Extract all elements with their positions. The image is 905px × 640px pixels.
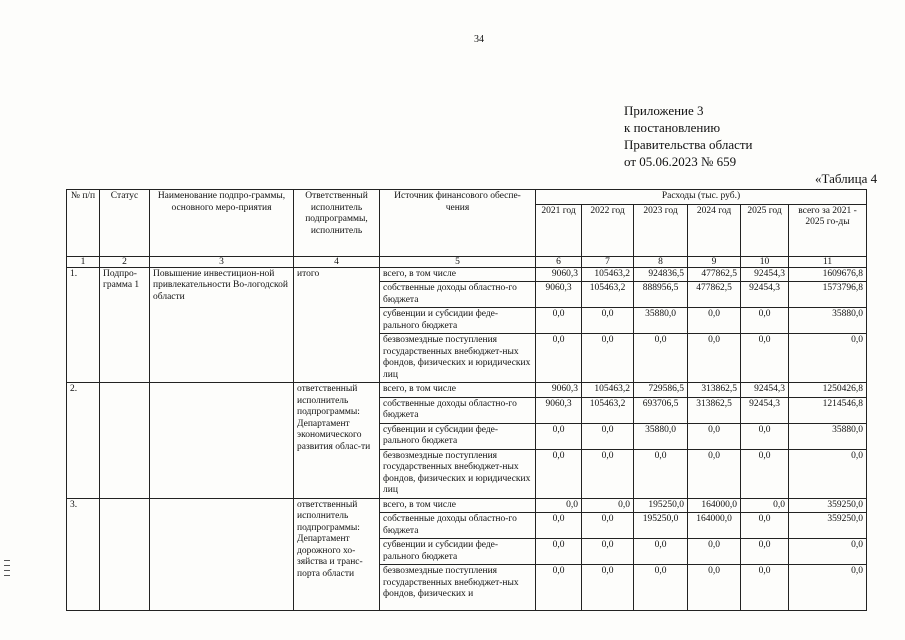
- header-expenses: Расходы (тыс. руб.): [536, 190, 867, 205]
- row-value: 0,0: [741, 498, 789, 513]
- annex-line: к постановлению: [624, 120, 721, 135]
- page-number: 34: [474, 34, 484, 45]
- row-source: собственные доходы областно-го бюджета: [380, 397, 536, 423]
- column-number: 2: [100, 256, 150, 267]
- row-value: 105463,2: [582, 383, 634, 398]
- row-value: 0,0: [582, 334, 634, 383]
- row-value: 0,0: [688, 565, 741, 611]
- row-value: 0,0: [789, 334, 867, 383]
- row-source: субвенции и субсидии феде-рального бюджета: [380, 308, 536, 334]
- row-number: 2.: [67, 383, 100, 499]
- row-value: 0,0: [634, 565, 688, 611]
- row-value: 0,0: [536, 513, 582, 539]
- row-value: 1250426,8: [789, 383, 867, 398]
- row-name: [150, 498, 294, 611]
- row-source: собственные доходы областно-го бюджета: [380, 282, 536, 308]
- column-number: 9: [688, 256, 741, 267]
- row-value: 0,0: [536, 565, 582, 611]
- table-row: [67, 267, 867, 282]
- row-value: 477862,5: [688, 267, 741, 282]
- column-number-row: [67, 256, 867, 267]
- table-caption: «Таблица 4: [815, 171, 878, 186]
- row-value: 0,0: [536, 539, 582, 565]
- row-value: 105463,2: [582, 267, 634, 282]
- row-value: 0,0: [634, 449, 688, 498]
- row-value: 0,0: [536, 449, 582, 498]
- table-row: [67, 498, 867, 513]
- row-name: [150, 383, 294, 499]
- column-number: 6: [536, 256, 582, 267]
- row-value: 0,0: [741, 539, 789, 565]
- row-value: 92454,3: [741, 282, 789, 308]
- header-source: Источник финансового обеспе-чения: [380, 190, 536, 257]
- row-value: 888956,5: [634, 282, 688, 308]
- header-status: Статус: [100, 190, 150, 257]
- column-number: 5: [380, 256, 536, 267]
- row-status: [100, 383, 150, 499]
- row-value: 195250,0: [634, 498, 688, 513]
- row-value: 0,0: [582, 513, 634, 539]
- row-name: Повышение инвестицион-ной привлекательности Во-логодской области: [150, 267, 294, 383]
- row-value: 0,0: [582, 565, 634, 611]
- row-value: 0,0: [582, 308, 634, 334]
- row-value: 35880,0: [634, 423, 688, 449]
- row-value: 359250,0: [789, 498, 867, 513]
- annex-line: Правительства области: [624, 137, 753, 152]
- financing-table: [66, 189, 867, 611]
- row-value: 0,0: [688, 449, 741, 498]
- row-value: 105463,2: [582, 397, 634, 423]
- row-value: 313862,5: [688, 397, 741, 423]
- header-year: 2024 год: [688, 204, 741, 256]
- row-value: 35880,0: [789, 308, 867, 334]
- row-value: 92454,3: [741, 383, 789, 398]
- row-value: 0,0: [741, 308, 789, 334]
- row-value: 35880,0: [634, 308, 688, 334]
- row-value: 1573796,8: [789, 282, 867, 308]
- column-number: 11: [789, 256, 867, 267]
- row-number: 3.: [67, 498, 100, 611]
- header-row: [67, 190, 867, 205]
- row-value: 0,0: [688, 334, 741, 383]
- row-status: [100, 498, 150, 611]
- row-responsible: ответственный исполнитель подпрограммы: Департамент экономического развития облас-ти: [294, 383, 380, 499]
- header-name: Наименование подпро-граммы, основного меро-приятия: [150, 190, 294, 257]
- row-value: 9060,3: [536, 282, 582, 308]
- row-value: 0,0: [789, 565, 867, 611]
- row-value: 0,0: [634, 539, 688, 565]
- row-value: 0,0: [582, 423, 634, 449]
- annex-line: от 05.06.2023 № 659: [624, 154, 737, 169]
- row-responsible: ответственный исполнитель подпрограммы: Департамент дорожного хо-зяйства и транс-порта области: [294, 498, 380, 611]
- row-status: Подпро-грамма 1: [100, 267, 150, 383]
- row-source: собственные доходы областно-го бюджета: [380, 513, 536, 539]
- row-value: 0,0: [741, 513, 789, 539]
- row-source: субвенции и субсидии феде-рального бюджета: [380, 539, 536, 565]
- row-source: всего, в том числе: [380, 383, 536, 398]
- row-value: 92454,3: [741, 397, 789, 423]
- row-value: 0,0: [634, 334, 688, 383]
- header-year: 2023 год: [634, 204, 688, 256]
- row-value: 0,0: [536, 498, 582, 513]
- header-year: 2021 год: [536, 204, 582, 256]
- annex-line: Приложение 3: [624, 103, 704, 118]
- row-value: 359250,0: [789, 513, 867, 539]
- row-value: 0,0: [741, 449, 789, 498]
- row-source: безвозмездные поступления государственных внебюджет-ных фондов, физических и юридических лиц: [380, 449, 536, 498]
- row-value: 0,0: [582, 498, 634, 513]
- row-value: 0,0: [688, 308, 741, 334]
- row-value: 0,0: [582, 539, 634, 565]
- row-value: 0,0: [688, 539, 741, 565]
- row-value: 1214546,8: [789, 397, 867, 423]
- column-number: 10: [741, 256, 789, 267]
- row-value: 0,0: [741, 565, 789, 611]
- row-value: 0,0: [536, 423, 582, 449]
- row-number: 1.: [67, 267, 100, 383]
- row-value: 1609676,8: [789, 267, 867, 282]
- header-num: № п/п: [67, 190, 100, 257]
- annex-block: [624, 102, 753, 170]
- row-value: 164000,0: [688, 513, 741, 539]
- row-source: безвозмездные поступления государственных внебюджет-ных фондов, физических и: [380, 565, 536, 611]
- header-year: 2022 год: [582, 204, 634, 256]
- row-value: 0,0: [789, 449, 867, 498]
- column-number: 7: [582, 256, 634, 267]
- row-value: 0,0: [688, 423, 741, 449]
- row-value: 0,0: [536, 334, 582, 383]
- row-value: 0,0: [536, 308, 582, 334]
- row-value: 9060,3: [536, 383, 582, 398]
- column-number: 1: [67, 256, 100, 267]
- row-source: всего, в том числе: [380, 267, 536, 282]
- table-row: [67, 383, 867, 398]
- row-value: 0,0: [789, 539, 867, 565]
- row-value: 164000,0: [688, 498, 741, 513]
- row-value: 0,0: [741, 423, 789, 449]
- row-value: 693706,5: [634, 397, 688, 423]
- row-source: безвозмездные поступления государственных внебюджет-ных фондов, физических и юридических лиц: [380, 334, 536, 383]
- row-value: 35880,0: [789, 423, 867, 449]
- row-responsible: итого: [294, 267, 380, 383]
- row-value: 729586,5: [634, 383, 688, 398]
- row-value: 105463,2: [582, 282, 634, 308]
- column-number: 3: [150, 256, 294, 267]
- row-value: 9060,3: [536, 397, 582, 423]
- header-year: 2025 год: [741, 204, 789, 256]
- margin-marks: [4, 560, 10, 580]
- row-value: 9060,3: [536, 267, 582, 282]
- row-value: 924836,5: [634, 267, 688, 282]
- header-responsible: Ответственный исполнитель подпрограммы, исполнитель: [294, 190, 380, 257]
- row-source: субвенции и субсидии феде-рального бюджета: [380, 423, 536, 449]
- header-year-total: всего за 2021 - 2025 го-ды: [789, 204, 867, 256]
- column-number: 8: [634, 256, 688, 267]
- row-source: всего, в том числе: [380, 498, 536, 513]
- row-value: 313862,5: [688, 383, 741, 398]
- column-number: 4: [294, 256, 380, 267]
- row-value: 477862,5: [688, 282, 741, 308]
- row-value: 0,0: [741, 334, 789, 383]
- row-value: 92454,3: [741, 267, 789, 282]
- row-value: 195250,0: [634, 513, 688, 539]
- row-value: 0,0: [582, 449, 634, 498]
